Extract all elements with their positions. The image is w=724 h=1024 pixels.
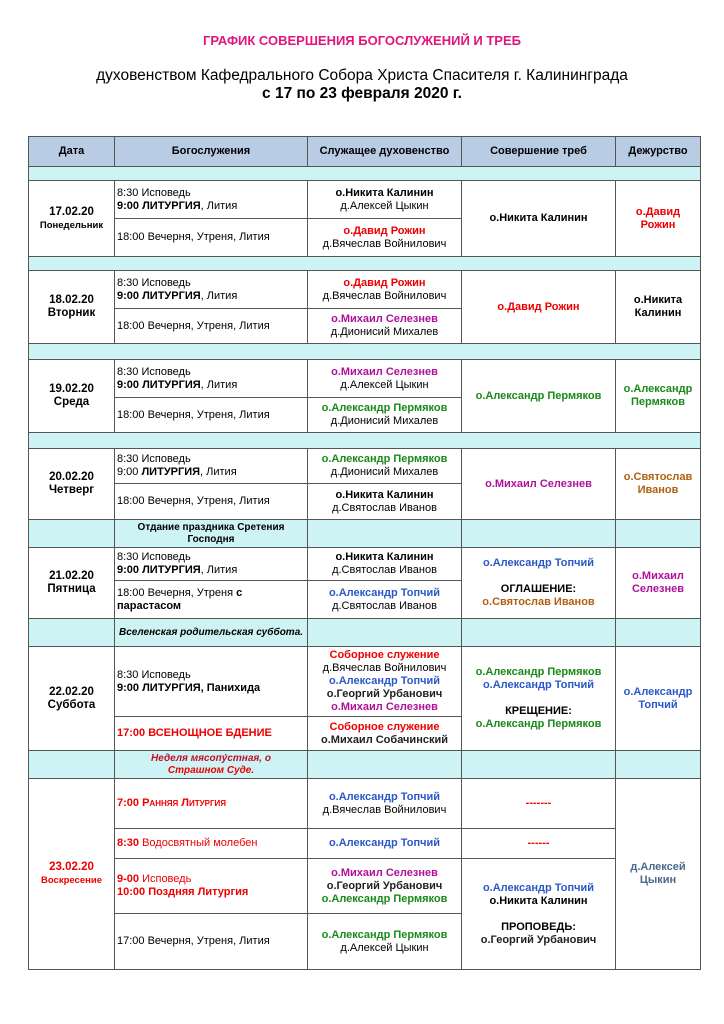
treby-cell: ------ xyxy=(462,829,616,859)
spacer-row xyxy=(29,257,701,271)
clergy-cell: о.Александр Топчий д.Вячеслав Войнилович xyxy=(308,779,462,829)
spacer-row xyxy=(29,619,701,647)
duty-cell: о.Святослав Иванов xyxy=(616,449,701,520)
duty-cell: о.Михаил Селезнев xyxy=(616,548,701,619)
table-row xyxy=(29,360,701,398)
col-treby: Совершение треб xyxy=(462,137,616,167)
table-row xyxy=(29,181,701,219)
document-title: ГРАФИК СОВЕРШЕНИЯ БОГОСЛУЖЕНИЙ И ТРЕБ xyxy=(202,33,521,48)
duty-cell: о.Давид Рожин xyxy=(616,181,701,257)
table-row xyxy=(29,449,701,484)
table-row xyxy=(29,271,701,309)
treby-cell: о.Михаил Селезнев xyxy=(462,449,616,520)
duty-cell: о.Александр Пермяков xyxy=(616,360,701,433)
service-cell: 8:30 Исповедь 9:00 ЛИТУРГИЯ, Лития xyxy=(115,449,308,484)
date-cell: 19.02.20 Среда xyxy=(29,360,115,433)
treby-cell: о.Никита Калинин xyxy=(462,181,616,257)
duty-cell: д.Алексей Цыкин xyxy=(616,779,701,970)
clergy-cell: о.Александр Пермяков д.Алексей Цыкин xyxy=(308,914,462,970)
clergy-cell: о.Никита Калинин д.Алексей Цыкин xyxy=(308,181,462,219)
clergy-cell: о.Александр Пермяков д.Дионисий Михалев xyxy=(308,449,462,484)
col-duty: Дежурство xyxy=(616,137,701,167)
table-row xyxy=(29,647,701,717)
spacer-row xyxy=(29,344,701,360)
document-subtitle: духовенством Кафедрального Собора Христа Спасителя г. Калининграда xyxy=(96,67,628,84)
treby-cell: о.Александр Топчий ОГЛАШЕНИЕ: о.Святослав Иванов xyxy=(462,548,616,619)
service-cell: 7:00 Ранняя Литургия xyxy=(115,779,308,829)
duty-cell: о.Александр Топчий xyxy=(616,647,701,751)
service-cell: 17:00 Вечерня, Утреня, Лития xyxy=(115,914,308,970)
spacer-row xyxy=(29,520,701,548)
col-date: Дата xyxy=(29,137,115,167)
service-cell: 18:00 Вечерня, Утреня с парастасом xyxy=(115,581,308,619)
treby-cell: о.Александр Пермяков xyxy=(462,360,616,433)
document-period: с 17 по 23 февраля 2020 г. xyxy=(262,85,462,102)
spacer-row xyxy=(29,433,701,449)
clergy-cell: о.Александр Пермяков д.Дионисий Михалев xyxy=(308,398,462,433)
treby-cell: о.Александр Топчий о.Никита Калинин ПРОПОВЕДЬ: о.Георгий Урбанович xyxy=(462,859,616,970)
service-cell: 9-00 Исповедь 10:00 Поздняя Литургия xyxy=(115,859,308,914)
date-cell: 20.02.20 Четверг xyxy=(29,449,115,520)
service-cell: 8:30 Водосвятный молебен xyxy=(115,829,308,859)
date-cell: 23.02.20 Воскресение xyxy=(29,779,115,970)
feast-note: Неделя мясопу́стная, о Страшном Суде. xyxy=(115,751,308,779)
clergy-cell: о.Михаил Селезнев о.Георгий Урбанович о.Александр Пермяков xyxy=(308,859,462,914)
service-cell: 8:30 Исповедь 9:00 ЛИТУРГИЯ, Лития xyxy=(115,181,308,219)
feast-note: Отдание праздника Сретения Господня xyxy=(115,520,308,548)
duty-cell: о.Никита Калинин xyxy=(616,271,701,344)
clergy-cell: Соборное служение д.Вячеслав Войнилович о.Александр Топчий о.Георгий Урбанович о.Михаил Селезнев xyxy=(308,647,462,717)
clergy-cell: Соборное служение о.Михаил Собачинский xyxy=(308,717,462,751)
service-cell: 18:00 Вечерня, Утреня, Лития xyxy=(115,219,308,257)
clergy-cell: о.Давид Рожин д.Вячеслав Войнилович xyxy=(308,271,462,309)
clergy-cell: о.Давид Рожин д.Вячеслав Войнилович xyxy=(308,219,462,257)
clergy-cell: о.Александр Топчий д.Святослав Иванов xyxy=(308,581,462,619)
service-cell: 8:30 Исповедь 9:00 ЛИТУРГИЯ, Лития xyxy=(115,548,308,581)
spacer-row xyxy=(29,167,701,181)
clergy-cell: о.Михаил Селезнев д.Алексей Цыкин xyxy=(308,360,462,398)
clergy-cell: о.Никита Калинин д.Святослав Иванов xyxy=(308,548,462,581)
service-cell: 18:00 Вечерня, Утреня, Лития xyxy=(115,484,308,520)
treby-cell: ------- xyxy=(462,779,616,829)
clergy-cell: о.Александр Топчий xyxy=(308,829,462,859)
treby-cell: о.Александр Пермяков о.Александр Топчий КРЕЩЕНИЕ: о.Александр Пермяков xyxy=(462,647,616,751)
date-cell: 17.02.20 Понедельник xyxy=(29,181,115,257)
date-cell: 22.02.20 Суббота xyxy=(29,647,115,751)
schedule-table xyxy=(28,136,701,970)
treby-cell: о.Давид Рожин xyxy=(462,271,616,344)
col-clergy: Служащее духовенство xyxy=(308,137,462,167)
service-cell: 17:00 ВСЕНОЩНОЕ БДЕНИЕ xyxy=(115,717,308,751)
date-cell: 18.02.20 Вторник xyxy=(29,271,115,344)
clergy-cell: о.Никита Калинин д.Святослав Иванов xyxy=(308,484,462,520)
feast-note: Вселенская родительская суббота. xyxy=(115,619,308,647)
service-cell: 8:30 Исповедь 9:00 ЛИТУРГИЯ, Лития xyxy=(115,271,308,309)
service-cell: 18:00 Вечерня, Утреня, Лития xyxy=(115,309,308,344)
spacer-row xyxy=(29,751,701,779)
date-cell: 21.02.20 Пятница xyxy=(29,548,115,619)
table-row xyxy=(29,829,701,859)
table-row xyxy=(29,779,701,829)
clergy-cell: о.Михаил Селезнев д.Дионисий Михалев xyxy=(308,309,462,344)
table-row xyxy=(29,859,701,914)
service-cell: 18:00 Вечерня, Утреня, Лития xyxy=(115,398,308,433)
header-row xyxy=(29,137,701,167)
service-cell: 8:30 Исповедь 9:00 ЛИТУРГИЯ, Панихида xyxy=(115,647,308,717)
col-services: Богослужения xyxy=(115,137,308,167)
table-row xyxy=(29,548,701,581)
service-cell: 8:30 Исповедь 9:00 ЛИТУРГИЯ, Лития xyxy=(115,360,308,398)
